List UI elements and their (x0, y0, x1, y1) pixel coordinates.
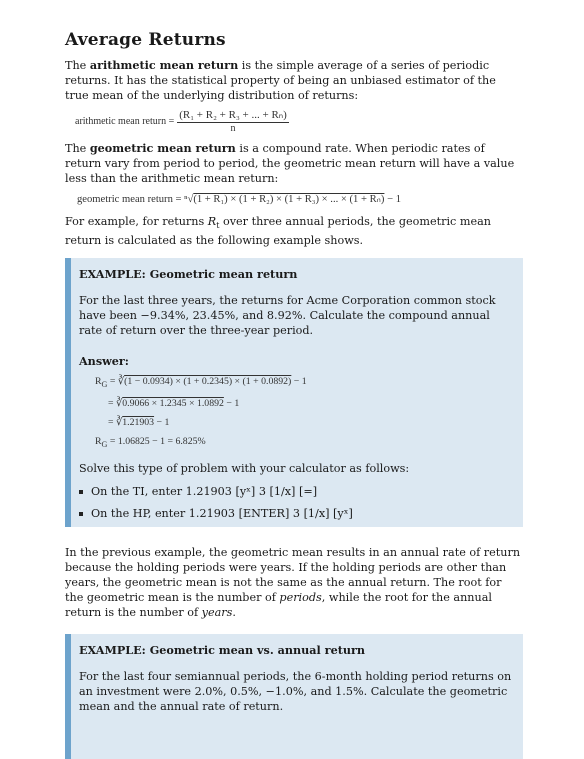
text-run: The (65, 59, 90, 72)
example-title: EXAMPLE: Geometric mean return (79, 267, 298, 282)
radical-symbol: ⁿ√ (184, 194, 194, 205)
example-box-annual-return (65, 634, 523, 759)
example-box-geometric-mean (65, 258, 523, 527)
equals: = ∛ (108, 398, 123, 410)
term-geometric-mean: geometric mean return (89, 141, 236, 155)
arithmetic-mean-paragraph (65, 58, 523, 103)
radicand: 1.21903 (122, 417, 155, 429)
example-title: EXAMPLE: Geometric mean vs. annual return (79, 643, 366, 658)
solution-line (95, 432, 513, 454)
text-run: In the previous example, the geometric mean results in an annual rate of return because the holding periods were years. If the holding periods are other than years, the geometric mean is not the same as the annual return. The root for the geometric mean is the number of (65, 546, 521, 605)
page-title: Average Returns (65, 30, 226, 50)
text-run: The (65, 142, 90, 155)
formula-tail: − 1 (384, 194, 401, 205)
page-content (65, 30, 523, 759)
calculator-steps-list (79, 481, 513, 525)
geometric-mean-paragraph (65, 141, 523, 186)
radicand: (1 − 0.0934) × (1 + 0.2345) × (1 + 0.0892) (124, 376, 292, 388)
term-arithmetic-mean: arithmetic mean return (89, 58, 239, 72)
solution-math (79, 372, 513, 454)
radicand: 0.9066 × 1.2345 × 1.0892 (122, 398, 224, 410)
formula-label: arithmetic mean return = (75, 116, 175, 127)
result: = 1.06825 − 1 = 6.825% (107, 436, 206, 448)
formula-numerator: (R₁ + R₂ + R₃ + ... + Rₙ) (179, 109, 287, 121)
var-sub: G (101, 380, 108, 390)
calculator-instructions-heading: Solve this type of problem with your calculator as follows: (79, 462, 410, 476)
answer-label: Answer: (79, 354, 129, 369)
var-r: R (95, 436, 102, 448)
example-intro-paragraph (65, 214, 523, 248)
emphasis-years: years (201, 606, 233, 620)
text-run: For example, for returns (65, 215, 208, 228)
list-item: On the TI, enter 1.21903 [yˣ] 3 [1/x] [=] (79, 481, 513, 503)
var-r: R (95, 376, 102, 388)
text-run: , while the root for the annual return is the number of (65, 591, 492, 620)
solution-line (95, 372, 513, 394)
equals: = ∛ (107, 376, 125, 388)
list-item: On the HP, enter 1.21903 [ENTER] 3 [1/x] [yˣ] (79, 503, 513, 525)
formula-fraction (177, 108, 289, 135)
equals: = ∛ (108, 417, 123, 429)
tail: − 1 (154, 417, 170, 429)
formula-label: geometric mean return = (77, 194, 182, 205)
text-run: is the simple average of a series of periodic returns. It has the statistical property of being an unbiased estimator of the true mean of the underlying distribution of returns: (65, 59, 496, 102)
variable-subscript: t (216, 221, 220, 231)
geometric-mean-formula (77, 193, 523, 205)
variable-r: R (207, 215, 217, 228)
solution-line (95, 394, 513, 413)
solution-line (95, 413, 513, 432)
emphasis-periods: periods (279, 591, 322, 605)
tail: − 1 (223, 398, 240, 410)
var-sub: G (101, 440, 108, 450)
periods-vs-years-paragraph (65, 545, 523, 620)
tail: − 1 (291, 376, 307, 388)
arithmetic-mean-formula (75, 108, 523, 135)
example-body: For the last four semiannual periods, the 6-month holding period returns on an investment were 2.0%, 0.5%, −1.0%, and 1.5%. Calculate the geometric mean and the annual rate of return. (79, 670, 512, 714)
text-run: . (232, 606, 236, 620)
text-run: is a compound rate. When periodic rates of return vary from period to period, the geometric mean return will have a value less than the arithmetic mean return: (65, 142, 515, 185)
formula-radicand: (1 + R₁) × (1 + R₂) × (1 + R₃) × ... × (1 + Rₙ) (193, 194, 385, 205)
example-body: For the last three years, the returns for Acme Corporation common stock have been −9.34%, 23.45%, and 8.92%. Calculate the compound annual rate of return over the three-year period. (79, 294, 496, 338)
text-run: over three annual periods, the geometric mean return is calculated as the following example shows. (65, 215, 491, 248)
formula-denominator: n (230, 123, 236, 134)
